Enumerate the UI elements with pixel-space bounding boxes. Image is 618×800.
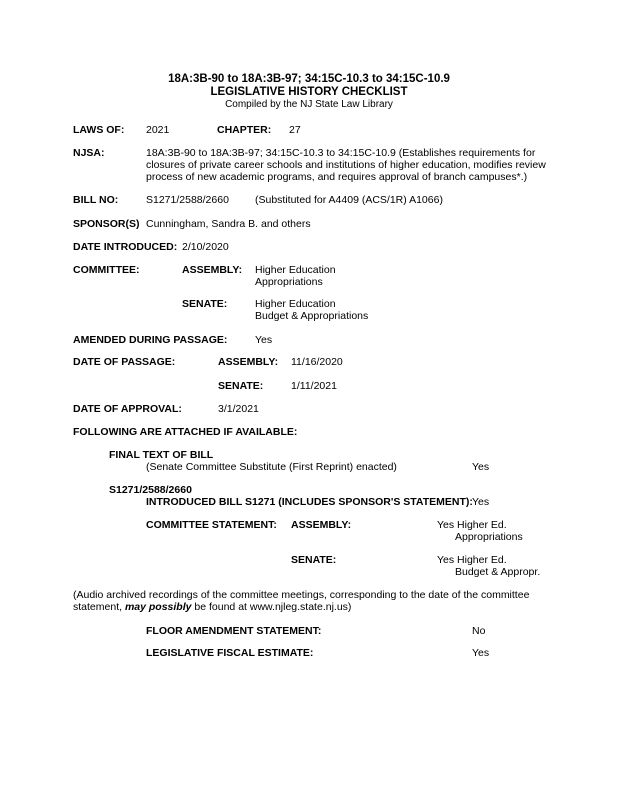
sponsor-value: Cunningham, Sandra B. and others [146, 218, 311, 230]
introduced-bill-label: INTRODUCED BILL S1271 (INCLUDES SPONSOR'S STATEMENT): [146, 496, 473, 508]
njsa-label: NJSA: [73, 147, 105, 159]
committee-assembly-label: ASSEMBLY: [182, 264, 243, 276]
audio-note-text: be found at www.njleg.state.nj.us) [191, 601, 352, 613]
introduced-bill-value: Yes [472, 496, 490, 508]
amended-value: Yes [255, 334, 273, 346]
committee-assembly-value: Appropriations [255, 276, 323, 288]
statement-assembly-value: Yes Higher Ed. [437, 519, 507, 531]
fiscal-estimate-value: Yes [472, 647, 490, 659]
checklist-heading: LEGISLATIVE HISTORY CHECKLIST [210, 86, 408, 98]
bill-no-label: BILL NO: [73, 194, 119, 206]
laws-of-label: LAWS OF: [73, 124, 125, 136]
attached-heading: FOLLOWING ARE ATTACHED IF AVAILABLE: [73, 426, 298, 438]
committee-senate-value: Higher Education [255, 298, 336, 310]
floor-amendment-value: No [472, 625, 486, 637]
passage-senate-value: 1/11/2021 [291, 380, 337, 392]
statement-senate-label: SENATE: [291, 554, 337, 566]
audio-note: (Audio archived recordings of the committee meetings, corresponding to the date of the committee [73, 589, 530, 601]
njsa-line: process of new academic programs, and requires approval of branch campuses*.) [146, 171, 528, 183]
committee-label: COMMITTEE: [73, 264, 140, 276]
statement-assembly-label: ASSEMBLY: [291, 519, 352, 531]
date-of-approval-label: DATE OF APPROVAL: [73, 403, 182, 415]
statement-assembly-value: Appropriations [455, 531, 523, 543]
passage-senate-label: SENATE: [218, 380, 264, 392]
njsa-line: closures of private career schools and institutions of higher education, modifies review [146, 159, 546, 171]
final-text-detail: (Senate Committee Substitute (First Reprint) enacted) [146, 461, 397, 473]
floor-amendment-label: FLOOR AMENDMENT STATEMENT: [146, 625, 322, 637]
chapter-label: CHAPTER: [217, 124, 272, 136]
passage-assembly-label: ASSEMBLY: [218, 356, 279, 368]
committee-senate-value: Budget & Appropriations [255, 310, 369, 322]
substituted-note: (Substituted for A4409 (ACS/1R) A1066) [255, 194, 443, 206]
final-text-value: Yes [472, 461, 490, 473]
laws-of-value: 2021 [146, 124, 170, 136]
date-of-passage-label: DATE OF PASSAGE: [73, 356, 176, 368]
date-introduced-value: 2/10/2020 [182, 241, 229, 253]
njsa-line: 18A:3B-90 to 18A:3B-97; 34:15C-10.3 to 34:15C-10.9 (Establishes requirements for [146, 147, 536, 159]
audio-note [73, 601, 351, 613]
statement-senate-value: Budget & Appropr. [455, 566, 541, 578]
sponsor-label: SPONSOR(S) [73, 218, 140, 230]
passage-assembly-value: 11/16/2020 [291, 356, 343, 368]
fiscal-estimate-label: LEGISLATIVE FISCAL ESTIMATE: [146, 647, 314, 659]
committee-assembly-value: Higher Education [255, 264, 336, 276]
audio-note-emphasis: may possibly [124, 601, 192, 613]
page-title: 18A:3B-90 to 18A:3B-97; 34:15C-10.3 to 34:15C-10.9 [168, 73, 450, 85]
bill-section-label: S1271/2588/2660 [109, 484, 192, 496]
amended-label: AMENDED DURING PASSAGE: [73, 334, 228, 346]
statement-senate-value: Yes Higher Ed. [437, 554, 507, 566]
committee-senate-label: SENATE: [182, 298, 228, 310]
date-introduced-label: DATE INTRODUCED: [73, 241, 178, 253]
final-text-label: FINAL TEXT OF BILL [109, 449, 214, 461]
committee-statement-label: COMMITTEE STATEMENT: [146, 519, 277, 531]
bill-no-value: S1271/2588/2660 [146, 194, 229, 206]
compiled-by: Compiled by the NJ State Law Library [225, 99, 393, 110]
date-of-approval-value: 3/1/2021 [218, 403, 259, 415]
chapter-value: 27 [289, 124, 301, 136]
audio-note-text: statement, [73, 601, 125, 613]
